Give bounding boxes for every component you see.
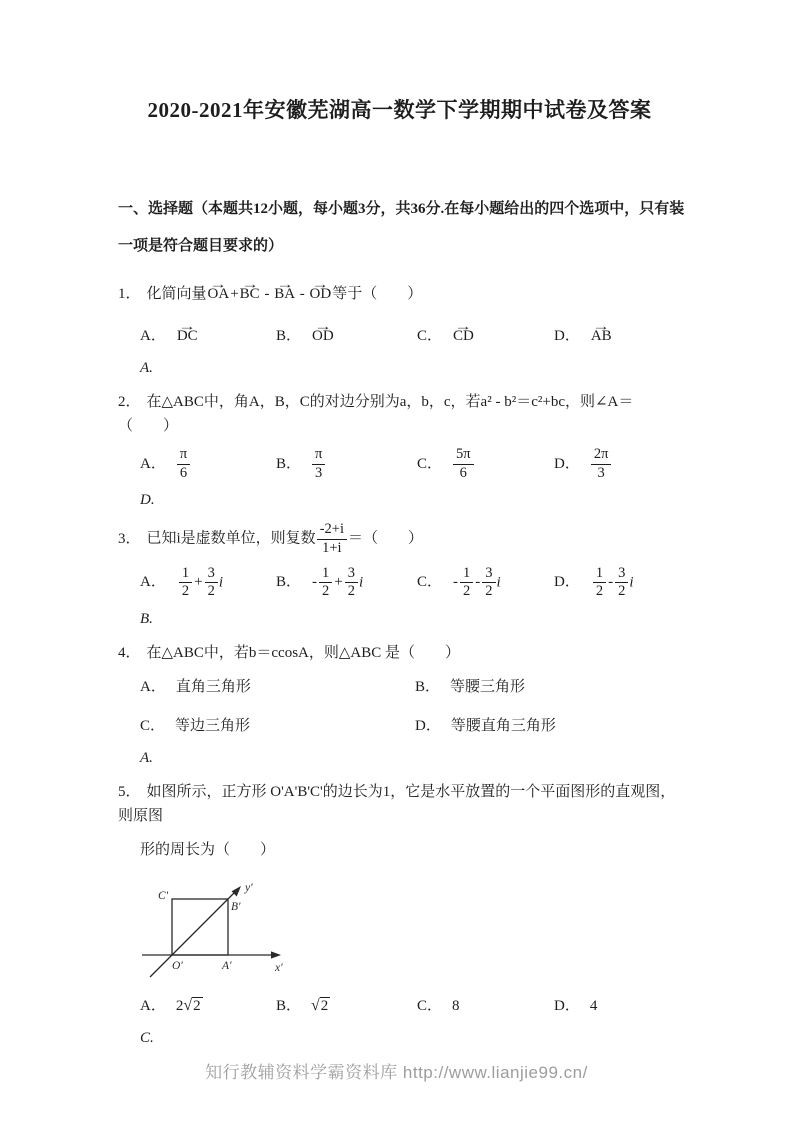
label-x-prime: x' (275, 961, 283, 974)
document-title: 2020-2021年安徽芜湖高一数学下学期期中试卷及答案 (147, 98, 652, 122)
stem-line1 (118, 780, 681, 828)
fraction (345, 566, 358, 600)
fraction (317, 522, 347, 556)
vector-oa: → OA (207, 282, 231, 306)
fraction (177, 447, 190, 481)
operator: + (194, 574, 203, 591)
numerator: 3 (485, 564, 493, 581)
option-d (415, 713, 681, 739)
option-a (140, 674, 415, 700)
option-b (276, 993, 417, 1019)
question-number: 5． (118, 783, 141, 800)
question-4 (118, 641, 681, 768)
fraction (460, 566, 473, 600)
option-text: 等腰三角形 (450, 678, 526, 695)
denominator: 2 (482, 582, 495, 600)
vector-od: → OD (309, 282, 333, 306)
option-label: B． (276, 328, 302, 344)
section-heading-line1: 一、选择题（本题共12小题，每小题3分，共36分.在每小题给出的四个选项中，只有装 (118, 201, 685, 217)
option-b (276, 447, 417, 481)
fraction (615, 566, 628, 600)
denominator: 2 (319, 582, 332, 600)
numerator: 2π (593, 446, 609, 462)
option-a (140, 447, 276, 481)
q5-figure (140, 871, 681, 983)
stem-text: 化简向量 (146, 286, 207, 302)
question-4-stem (118, 641, 681, 665)
label-o-prime: O' (172, 959, 183, 972)
operator: + (334, 574, 343, 591)
fraction (205, 566, 218, 600)
question-number: 4． (118, 644, 141, 661)
fraction (319, 566, 332, 600)
option-d (554, 447, 681, 481)
label-b-prime: B' (231, 900, 241, 913)
question-4-options (140, 674, 681, 739)
option-c (140, 713, 415, 739)
y-axis-arrowhead (232, 886, 241, 897)
denominator: 2 (615, 582, 628, 600)
question-number: 2． (118, 394, 141, 410)
option-b (276, 566, 417, 600)
option-b (415, 674, 681, 700)
radicand: 2 (193, 997, 201, 1014)
question-1-options (140, 315, 681, 349)
option-c (417, 315, 554, 349)
question-3-options (140, 566, 681, 600)
fraction (179, 566, 192, 600)
option-label: C． (417, 574, 443, 591)
numerator: π (179, 446, 188, 462)
question-5-options (140, 993, 681, 1019)
square-root (311, 998, 330, 1014)
denominator: 3 (312, 464, 325, 482)
denominator: 6 (453, 464, 474, 482)
option-b (276, 315, 417, 349)
fraction (593, 566, 606, 600)
numerator: 5π (456, 446, 471, 462)
vector-od: → OD (311, 323, 335, 349)
numerator: 1 (463, 564, 471, 581)
option-label: D． (554, 997, 580, 1014)
question-3 (118, 522, 681, 629)
option-label: D． (554, 455, 580, 472)
denominator: 2 (179, 582, 192, 600)
operator: - (299, 286, 305, 302)
numerator: 3 (207, 564, 215, 581)
operator: - (475, 574, 481, 591)
site-watermark: 知行教辅资料学霸资料库 http://www.lianjie99.cn/ (205, 1063, 588, 1082)
vector-bc: → BC (239, 282, 261, 306)
section-heading-line2: 一项是符合题目要求的） (118, 238, 284, 254)
question-number: 3． (118, 530, 141, 547)
denominator: 2 (460, 582, 473, 600)
radical-sign: √ (183, 996, 193, 1014)
numerator: 1 (322, 564, 330, 581)
option-label: B． (276, 574, 302, 591)
option-a (140, 993, 276, 1019)
option-text: 8 (452, 997, 460, 1014)
numerator: 3 (618, 564, 626, 581)
denominator: 2 (345, 582, 358, 600)
question-4-answer: A. (140, 749, 153, 766)
label-a-prime: A' (222, 959, 232, 972)
option-c (417, 447, 554, 481)
option-label: D． (554, 574, 580, 591)
denominator: 2 (593, 582, 606, 600)
option-label: C． (417, 997, 443, 1014)
option-a (140, 566, 276, 600)
option-d (554, 993, 681, 1019)
question-1 (118, 273, 681, 378)
fraction (312, 447, 325, 481)
option-d (554, 566, 681, 600)
label-c-prime: C' (158, 889, 169, 902)
x-axis-arrowhead (271, 951, 281, 958)
option-label: A． (140, 574, 166, 591)
option-label: C． (417, 328, 443, 344)
section-heading (118, 191, 685, 265)
stem-text: 等于（ ） (332, 286, 423, 302)
option-c (417, 566, 554, 600)
numerator: 3 (347, 564, 355, 581)
option-c (417, 993, 554, 1019)
question-5 (118, 780, 681, 1048)
option-label: C． (140, 717, 166, 734)
imaginary-unit: i (629, 574, 634, 591)
imaginary-unit: i (218, 574, 223, 591)
option-text: 等边三角形 (175, 717, 251, 734)
stem-text: 已知i是虚数单位，则复数 (146, 530, 316, 547)
stem-text: 在△ABC中，若b＝ccosA，则△ABC 是（ ） (146, 644, 461, 661)
stem-text: 在△ABC中，角A，B，C的对边分别为a，b，c，若a² - b²＝c²+bc，则∠A＝（ ） (118, 394, 634, 434)
denominator: 2 (205, 582, 218, 600)
option-label: D． (415, 717, 441, 734)
radicand: 2 (320, 997, 329, 1014)
option-label: B． (276, 997, 302, 1014)
vector-ab: → AB (590, 323, 613, 349)
question-3-stem (118, 522, 681, 556)
square-root (183, 998, 202, 1014)
imaginary-unit: i (496, 574, 501, 591)
question-5-answer: C. (140, 1029, 154, 1046)
operator: - (264, 286, 270, 302)
coefficient: 2 (175, 997, 184, 1014)
vector-cd: → CD (452, 323, 475, 349)
imaginary-unit: i (358, 574, 364, 591)
oblique-projection-diagram (140, 871, 292, 983)
denominator: 6 (177, 464, 190, 482)
operator: - (608, 574, 614, 591)
denominator: 3 (591, 464, 612, 482)
question-2-stem (118, 390, 681, 438)
numerator: 1 (181, 564, 190, 581)
option-label: A． (140, 455, 166, 472)
option-text: 等腰直角三角形 (450, 717, 556, 734)
option-a (140, 315, 276, 349)
question-5-stem (118, 780, 681, 862)
option-label: A． (140, 328, 166, 344)
question-3-answer: B. (140, 610, 153, 627)
vector-ba: → BA (273, 282, 296, 306)
numerator: π (315, 446, 323, 462)
question-1-stem (118, 273, 681, 306)
question-number: 1． (118, 286, 141, 302)
option-label: A． (140, 678, 166, 695)
question-2 (118, 390, 681, 510)
option-label: B． (276, 455, 302, 472)
option-text: 直角三角形 (175, 678, 251, 695)
option-label: B． (415, 678, 441, 695)
option-label: A． (140, 997, 166, 1014)
numerator: 1 (595, 564, 604, 581)
sign: - (453, 574, 459, 591)
question-1-answer: A. (140, 360, 153, 376)
fraction (482, 566, 495, 600)
option-label: C． (417, 455, 443, 472)
question-2-answer: D. (140, 492, 155, 509)
vector-dc: → DC (176, 323, 199, 349)
fraction (453, 447, 474, 481)
question-2-options (140, 447, 681, 481)
stem-text: ＝（ ） (347, 530, 423, 547)
stem-text: 如图所示，正方形 O'A'B'C'的边长为1，它是水平放置的一个平面图形的直观图，则原图 (118, 783, 676, 824)
option-label: D． (554, 328, 580, 344)
label-y-prime: y' (245, 881, 253, 894)
option-text: 4 (589, 997, 598, 1014)
numerator: -2+i (319, 521, 344, 538)
denominator: 1+i (317, 539, 347, 557)
radical-sign: √ (311, 996, 320, 1014)
option-d (554, 315, 681, 349)
stem-line2: 形的周长为（ ） (140, 841, 276, 858)
sign: - (312, 574, 318, 591)
operator: + (230, 286, 239, 302)
fraction (591, 447, 612, 481)
